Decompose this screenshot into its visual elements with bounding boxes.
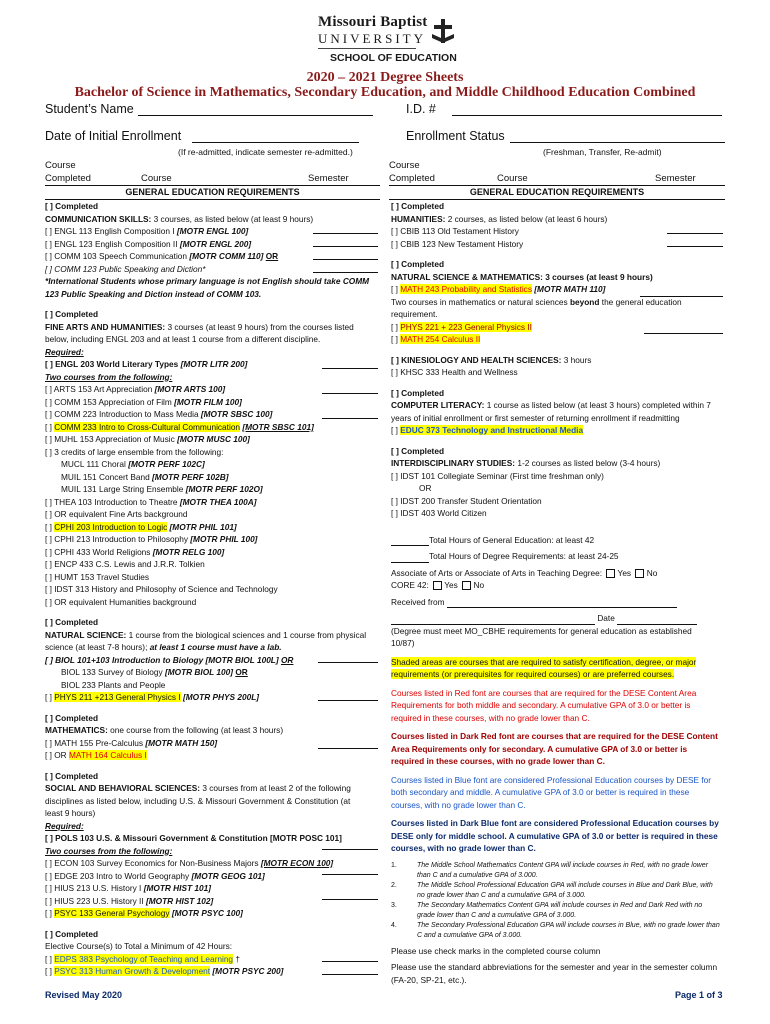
soc-hius223[interactable]: [ ] HIUS 223 U.S. History II [MOTR HIST 102]	[45, 895, 214, 906]
dark-red-note: Courses listed in Dark Red font are courses that are required for the DESE Content Area Requirements only for secondary. A cumulative GPA of 3.0 or better is required in these courses, with no grade lower than C.	[391, 731, 718, 766]
assoc-no-checkbox	[635, 569, 644, 578]
gpa-list-item	[391, 901, 721, 921]
logo-line-3: SCHOOL OF EDUCATION	[330, 52, 457, 64]
gpa-list-number: 3.	[391, 901, 397, 909]
nsm-desc: Two courses in mathematics or natural sciences beyond the general education	[391, 296, 682, 307]
fa-comm223[interactable]: [ ] COMM 223 Introduction to Mass Media [MOTR SBSC 100]	[45, 409, 273, 419]
right-course-label: Course	[389, 160, 420, 171]
logo-line-1: Missouri Baptist	[318, 14, 428, 30]
id-field[interactable]	[452, 115, 722, 116]
total-gen-ed[interactable]: Total Hours of General Education: at least 42	[391, 534, 725, 547]
soc-required: Required:	[45, 820, 84, 831]
left-gen-ed-header: GENERAL EDUCATION REQUIREMENTS	[125, 187, 300, 197]
sem-line-soc-2[interactable]	[322, 899, 378, 900]
kin-khsc333[interactable]: [ ] KHSC 333 Health and Wellness	[391, 367, 518, 377]
assoc-yes-checkbox	[606, 569, 615, 578]
id-label: I.D. #	[406, 102, 436, 116]
gpa-list	[391, 861, 725, 941]
comm-engl113[interactable]: [ ] ENGL 113 English Composition I [MOTR ENGL 100]	[45, 226, 249, 236]
intl-note-2: 123 Public Speaking and Diction instead of COMM 103.	[45, 288, 262, 299]
nsm-heading-row: NATURAL SCIENCE & MATHEMATICS: 3 courses (at least 9 hours)	[391, 271, 653, 282]
fine-arts-required: Required:	[45, 346, 84, 357]
fa-cphi203[interactable]: [ ] CPHI 203 Introduction to Logic [MOTR PHIL 101]	[45, 521, 237, 532]
inter-idst403[interactable]: [ ] IDST 403 World Citizen	[391, 508, 487, 518]
ns-biol133[interactable]: BIOL 133 Survey of Biology [MOTR BIOL 100] OR	[61, 667, 248, 677]
left-completed-label: Completed	[45, 173, 91, 184]
inter-desc: 1-2 courses as listed below (3-4 hours)	[517, 458, 661, 468]
gpa-list-item	[391, 881, 721, 901]
sem-line-biol[interactable]	[318, 662, 378, 663]
revised-date: Revised May 2020	[45, 990, 123, 1000]
fa-humt153[interactable]: [ ] HUMT 153 Travel Studies	[45, 571, 150, 582]
fa-idst313[interactable]: [ ] IDST 313 History and Philosophy of Science and Technology	[45, 584, 278, 594]
left-course-label: Course	[45, 160, 76, 171]
gpa-list-text: The Secondary Mathematics Content GPA will include courses in Red and Dark Red with no grade lower than C and a cumulative GPA of 3.000.	[417, 901, 703, 919]
hum-completed[interactable]: [ ] Completed	[391, 201, 445, 211]
fa-muhl153[interactable]: [ ] MUHL 153 Appreciation of Music [MOTR MUSC 100]	[45, 434, 250, 444]
sem-line-elec-2[interactable]	[322, 974, 378, 975]
logo-line-2: UNIVERSITY	[318, 31, 426, 46]
nsm-math254[interactable]: [ ] MATH 254 Calculus II	[391, 334, 481, 344]
student-name-label: Student’s Name	[45, 102, 134, 116]
assoc-degree-row[interactable]: Associate of Arts or Associate of Arts in Teaching Degree: Yes No	[391, 567, 658, 578]
university-logo	[318, 12, 460, 64]
gpa-list-item	[391, 921, 721, 941]
fa-encp433[interactable]: [ ] ENCP 433 C.S. Lewis and J.R.R. Tolkien	[45, 559, 205, 569]
nat-sci-desc-2: science (at least 7-8 hours); at least 1 course must have a lab.	[45, 642, 282, 652]
gpa-list-number: 1.	[391, 861, 397, 869]
math-completed[interactable]: [ ] Completed	[45, 712, 99, 723]
math-heading: MATHEMATICS:	[45, 725, 108, 735]
core42-row[interactable]: CORE 42: Yes No	[391, 580, 485, 590]
cross-book-icon	[430, 18, 456, 44]
left-column	[45, 200, 383, 978]
sem-line-pols103[interactable]	[322, 849, 378, 850]
sem-line-engl123[interactable]	[313, 246, 378, 247]
left-semester-header: Semester	[308, 173, 349, 184]
sem-line-cbib123[interactable]	[667, 246, 723, 247]
inter-idst101[interactable]: [ ] IDST 101 Collegiate Seminar (First time freshman only)	[391, 470, 604, 481]
soc-econ103[interactable]: [ ] ECON 103 Survey Economics for Non-Business Majors [MOTR ECON 100]	[45, 858, 334, 868]
math-155[interactable]: [ ] MATH 155 Pre-Calculus [MOTR MATH 150]	[45, 737, 218, 748]
sem-line-comm103[interactable]	[313, 259, 378, 260]
comp-completed[interactable]: [ ] Completed	[391, 387, 445, 398]
core-no-checkbox	[462, 581, 471, 590]
red-note: Courses listed in Red font are courses that are required for the DESE Content Area Requirements for both middle and secondary. A cumulative GPA of 3.0 or better is required in these courses, with no grade lower than C.	[391, 687, 697, 723]
right-gen-ed-header: GENERAL EDUCATION REQUIREMENTS	[469, 187, 645, 197]
date-row[interactable]: Date	[391, 612, 725, 625]
inter-heading: INTERDISCIPLINARY STUDIES:	[391, 458, 516, 468]
nsm-desc-2: requirement.	[391, 309, 438, 319]
sem-line-phys211[interactable]	[318, 700, 378, 701]
hum-cbib123[interactable]: [ ] CBIB 123 New Testament History	[391, 238, 524, 249]
comm-heading: COMMUNICATION SKILLS:	[45, 213, 152, 224]
sem-line-soc-1[interactable]	[322, 874, 378, 875]
sem-line-cbib113[interactable]	[667, 233, 723, 234]
math-desc: one course from the following (at least 3 hours)	[110, 725, 284, 735]
fine-arts-desc: 3 courses (at least 9 hours) from the courses listed	[167, 321, 354, 332]
fa-arts153[interactable]: [ ] ARTS 153 Art Appreciation [MOTR ARTS 100]	[45, 384, 226, 394]
fa-ensemble[interactable]: [ ] 3 credits of large ensemble from the following:	[45, 446, 224, 457]
dark-blue-note: Courses listed in Dark Blue font are considered Professional Education courses by DESE only for middle school. A cumulative GPA of 3.0 or better is required in these courses, with no grade lower than C.	[391, 818, 719, 853]
program-title: Bachelor of Science in Mathematics, Secondary Education, and Middle Childhood Education Combined	[74, 85, 696, 100]
nsm-math243[interactable]: [ ] MATH 243 Probability and Statistics [MOTR MATH 110]	[391, 284, 606, 294]
readmit-note: (If re-admitted, indicate semester re-admitted.)	[178, 147, 353, 157]
enrollment-status-field[interactable]	[510, 142, 725, 143]
sem-line-engl113[interactable]	[313, 233, 378, 234]
gpa-list-text: The Middle School Professional Education GPA will include courses in Blue and Dark Blue, with no grade lower than C and a cumulative GPA of 3.000.	[417, 881, 713, 899]
soc-hius213[interactable]: [ ] HIUS 213 U.S. History I [MOTR HIST 101]	[45, 883, 211, 893]
right-course-header: Course	[497, 173, 528, 184]
fa-cphi213[interactable]: [ ] CPHI 213 Introduction to Philosophy [MOTR PHIL 100]	[45, 534, 258, 544]
comm-desc: 3 courses, as listed below (at least 9 hours)	[153, 213, 314, 224]
soc-pols103[interactable]: [ ] POLS 103 U.S. & Missouri Government & Constitution [MOTR POSC 101]	[45, 833, 342, 843]
fa-muil151: MUIL 151 Concert Band [MOTR PERF 102B]	[61, 471, 229, 482]
fa-equiv-hum[interactable]: [ ] OR equivalent Humanities background	[45, 596, 197, 607]
sem-line-phys221[interactable]	[644, 333, 723, 334]
nsm-phys221[interactable]: [ ] PHYS 221 + 223 General Physics II	[391, 321, 532, 332]
logo-rule	[318, 48, 416, 49]
sem-line-fa-2[interactable]	[322, 418, 378, 419]
ns-phys211[interactable]: [ ] PHYS 211 +213 General Physics I [MOTR PHYS 200L]	[45, 692, 260, 702]
page-number: Page 1 of 3	[675, 990, 723, 1000]
nat-sci-heading: NATURAL SCIENCE:	[45, 629, 127, 640]
shaded-note: Shaded areas are courses that are required to satisfy certification, degree, or major requirements (or prerequisites for required courses) or are preferred courses.	[391, 656, 697, 679]
enrollment-status-label: Enrollment Status	[406, 129, 505, 143]
core-yes-checkbox	[433, 581, 442, 590]
sem-line-comm123[interactable]	[313, 272, 378, 273]
elective-desc: Elective Course(s) to Total a Minimum of 42 Hours:	[45, 941, 233, 951]
comp-desc-2: years of initial enrollment or first semester of returning enrollment if readmitting	[391, 412, 680, 423]
right-completed-label: Completed	[389, 173, 435, 184]
soc-desc-2: disciplines as listed below, including U.S. & Missouri Government & Constitution (at	[45, 795, 351, 806]
gpa-list-number: 4.	[391, 921, 397, 929]
nsm-completed[interactable]: [ ] Completed	[391, 259, 445, 269]
received-from-row[interactable]: Received from	[391, 596, 725, 609]
comm-completed[interactable]: [ ] Completed	[45, 201, 99, 211]
elec-edps383[interactable]: [ ] EDPS 383 Psychology of Teaching and Learning †	[45, 953, 240, 964]
soc-edge203[interactable]: [ ] EDGE 203 Intro to World Geography [MOTR GEOG 101]	[45, 870, 265, 881]
blue-note: Courses listed in Blue font are considered Professional Education courses by DESE for both secondary and middle. A cumulative GPA of 3.0 or better is required in these courses, with no grade lower than C.	[391, 774, 712, 810]
hum-cbib113[interactable]: [ ] CBIB 113 Old Testament History	[391, 226, 519, 236]
enrollment-date-label: Date of Initial Enrollment	[45, 129, 182, 143]
comp-heading: COMPUTER LITERACY:	[391, 400, 485, 410]
inter-idst200[interactable]: [ ] IDST 200 Transfer Student Orientation	[391, 495, 542, 506]
fine-arts-desc-2: below, including ENGL 203 and at least 1 course from a different discipline.	[45, 334, 321, 344]
comm-comm103[interactable]: [ ] COMM 103 Speech Communication [MOTR COMM 110] OR	[45, 251, 279, 261]
student-name-field[interactable]	[138, 115, 373, 116]
soc-desc: 3 courses from at least 2 of the following	[202, 783, 351, 793]
abbr-note: Please use the standard abbreviations for the semester and year in the semester column (FA-20, SP-21, etc.).	[391, 962, 718, 985]
sem-line-elec-1[interactable]	[322, 961, 378, 962]
check-note: Please use check marks in the completed course column	[391, 945, 601, 956]
fa-two-courses: Two courses from the following:	[45, 371, 173, 382]
gpa-list-item	[391, 861, 721, 881]
status-note: (Freshman, Transfer, Re-admit)	[543, 147, 662, 157]
nat-sci-completed[interactable]: [ ] Completed	[45, 617, 99, 627]
fa-comm153[interactable]: [ ] COMM 153 Appreciation of Film [MOTR FILM 100]	[45, 396, 242, 407]
nat-sci-desc: 1 course from the biological sciences and 1 course from physical	[128, 629, 367, 640]
right-semester-header: Semester	[655, 173, 696, 184]
math-164[interactable]: [ ] OR MATH 164 Calculus I	[45, 750, 147, 760]
inter-or: OR	[419, 483, 432, 493]
intl-note-1: *International Students whose primary language is not English should take COMM	[45, 276, 370, 286]
fine-arts-completed[interactable]: [ ] Completed	[45, 309, 99, 319]
hum-heading: HUMANITIES:	[391, 213, 446, 224]
fa-comm233[interactable]: [ ] COMM 233 Intro to Cross-Cultural Communication [MOTR SBSC 101]	[45, 421, 314, 432]
total-degree[interactable]: Total Hours of Degree Requirements: at least 24-25	[391, 550, 725, 563]
soc-two-courses: Two courses from the following:	[45, 845, 173, 856]
comm-comm123[interactable]: [ ] COMM 123 Public Speaking and Diction*	[45, 263, 206, 274]
right-column	[391, 200, 725, 986]
degree-year-title: 2020 – 2021 Degree Sheets	[306, 70, 464, 85]
fa-thea103[interactable]: [ ] THEA 103 Introduction to Theatre [MOTR THEA 100A]	[45, 496, 257, 507]
fa-engl203[interactable]: [ ] ENGL 203 World Literary Types [MOTR LITR 200]	[45, 359, 248, 369]
fa-equiv-arts[interactable]: [ ] OR equivalent Fine Arts background	[45, 509, 188, 519]
gpa-list-number: 2.	[391, 881, 397, 889]
enrollment-date-field[interactable]	[192, 142, 359, 143]
sem-line-fa-1[interactable]	[322, 393, 378, 394]
soc-desc-3: least 9 hours)	[45, 808, 96, 818]
comm-engl123[interactable]: [ ] ENGL 123 English Composition II [MOTR ENGL 200]	[45, 238, 252, 249]
hum-desc: 2 courses, as listed below (at least 6 hours)	[447, 213, 608, 224]
soc-completed[interactable]: [ ] Completed	[45, 770, 99, 781]
gpa-list-text: The Secondary Professional Education GPA will include courses in Blue, with no grade lower than C and a cumulative GPA of 3.000.	[417, 921, 720, 939]
fa-cphi433[interactable]: [ ] CPHI 433 World Religions [MOTR RELG 100]	[45, 546, 225, 557]
soc-psyc133[interactable]: [ ] PSYC 133 General Psychology [MOTR PSYC 100]	[45, 908, 243, 918]
right-header-rule	[389, 185, 725, 186]
elec-psyc313[interactable]: [ ] PSYC 313 Human Growth & Development [MOTR PSYC 200]	[45, 966, 284, 976]
fa-muil131: MUIL 131 Large String Ensemble [MOTR PERF 102O]	[61, 484, 263, 494]
elective-completed[interactable]: [ ] Completed	[45, 928, 99, 939]
sem-line-math243[interactable]	[640, 296, 723, 297]
sem-line-engl203[interactable]	[322, 368, 378, 369]
inter-completed[interactable]: [ ] Completed	[391, 445, 445, 456]
left-course-header: Course	[141, 173, 172, 184]
soc-heading: SOCIAL AND BEHAVIORAL SCIENCES:	[45, 783, 201, 793]
left-header-rule	[45, 185, 380, 186]
gpa-list-text: The Middle School Mathematics Content GPA will include courses in Red, with no grade lower than C and a cumulative GPA of 3.000.	[417, 861, 709, 879]
degree-note: (Degree must meet MO_CBHE requirements for general education as established	[391, 625, 692, 636]
fa-mucl111: MUCL 111 Choral [MOTR PERF 102C]	[61, 459, 205, 469]
comp-desc: 1 course as listed below (at least 3 hours) completed within 7	[486, 400, 711, 410]
sem-line-math[interactable]	[318, 748, 378, 749]
comp-educ373[interactable]: [ ] EDUC 373 Technology and Instructional Media	[391, 425, 584, 435]
kin-heading-row[interactable]: [ ] KINESIOLOGY AND HEALTH SCIENCES: 3 hours	[391, 354, 592, 365]
fine-arts-heading: FINE ARTS AND HUMANITIES:	[45, 321, 166, 332]
ns-biol233[interactable]: BIOL 233 Plants and People	[61, 679, 166, 690]
ns-biol101[interactable]: [ ] BIOL 101+103 Introduction to Biology [MOTR BIOL 100L] OR	[45, 654, 294, 665]
degree-note-2: 10/87)	[391, 638, 415, 648]
